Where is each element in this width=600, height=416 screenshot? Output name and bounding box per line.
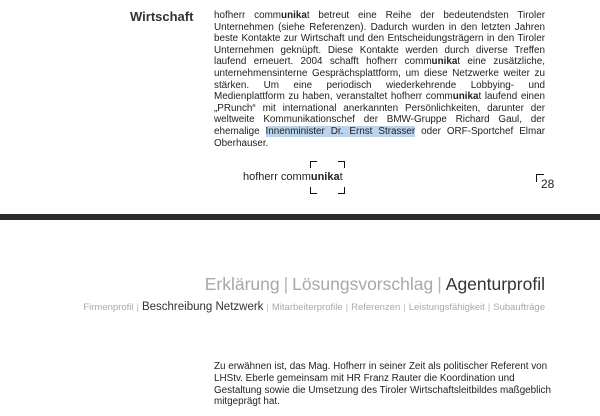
page-gap	[0, 220, 600, 244]
section-label: Wirtschaft	[130, 9, 194, 24]
crop-mark-icon	[338, 187, 345, 194]
subnav-leistungsfaehigkeit[interactable]: Leistungsfähigkeit	[408, 302, 485, 313]
subnav-subauftraege[interactable]: Subaufträge	[493, 302, 545, 313]
body-paragraph-2: Zu erwähnen ist, das Mag. Hofherr in seiner Zeit als politischer Referent von LHStv. Eberle gemeinsam mit HR Franz Rauter die Koordination und Gestaltung sowie die Umsetzung des Tiroler Wirtschaftsleitbildes maßgeblich mitgeprägt hat.	[214, 361, 551, 408]
brand-name: hofherr communikat	[214, 10, 310, 21]
brand-name: hofherr communikat	[366, 56, 461, 68]
subnav-referenzen[interactable]: Referenzen	[351, 302, 401, 313]
tab-loesungsvorschlag[interactable]: Lösungsvorschlag	[292, 274, 434, 294]
crop-mark-icon	[310, 161, 317, 168]
body-paragraph: hofherr communikat betreut eine Reihe der bedeutendsten Tiroler Unternehmen (siehe Referenzen). Dadurch wurden in den letzten Jahren beste Kontakte zur Wirtschaft und den Entscheidungsträgern in den Tiroler Unternehmen geknüpft. Diese Kontakte werden durch diverse Treffen laufend erneuert. 2004 schafft hofherr communikat eine zusätzliche, unternehmensinterne Gesprächsplattform, um diese Netzwerke weiter zu stärken. Um eine periodisch wiederkehrende Lobbying- und Medienplattform zu haben, veranstaltet hofherr communikat laufend einen „PRunch“ mit international anerkannten Persönlichkeiten, darunter der weltweite Kommunikationschef der BMW-Gruppe Richard Gaul, der ehemalige Innenminister Dr. Ernst Strasser oder ORF-Sportchef Elmar Oberhauser.	[214, 10, 545, 149]
crop-mark-icon	[338, 161, 345, 168]
subnav-separator: |	[403, 302, 406, 313]
subnav-beschreibung-netzwerk[interactable]: Beschreibung Netzwerk	[141, 301, 264, 313]
title-separator: |	[437, 274, 442, 294]
brand-name: hofherr communikat	[390, 91, 482, 103]
subnav-separator: |	[136, 302, 139, 313]
subnav-separator: |	[345, 302, 349, 313]
tab-erklaerung[interactable]: Erklärung	[204, 274, 280, 294]
title-navigation	[205, 274, 545, 295]
subnav-separator: |	[266, 302, 269, 313]
subnavigation	[83, 301, 545, 313]
title-separator: |	[283, 274, 289, 294]
crop-mark-icon	[310, 187, 317, 194]
tab-agenturprofil[interactable]: Agenturprofil	[445, 274, 545, 294]
selected-text-highlight[interactable]: Innenminister Dr. Ernst Strasser	[265, 125, 416, 137]
company-logo: hofherr communikat	[243, 171, 343, 183]
subnav-mitarbeiterprofile[interactable]: Mitarbeiterprofile	[271, 302, 343, 313]
subnav-separator: |	[487, 302, 491, 313]
subnav-firmenprofil[interactable]: Firmenprofil	[83, 302, 134, 313]
page-number: 28	[541, 177, 555, 191]
